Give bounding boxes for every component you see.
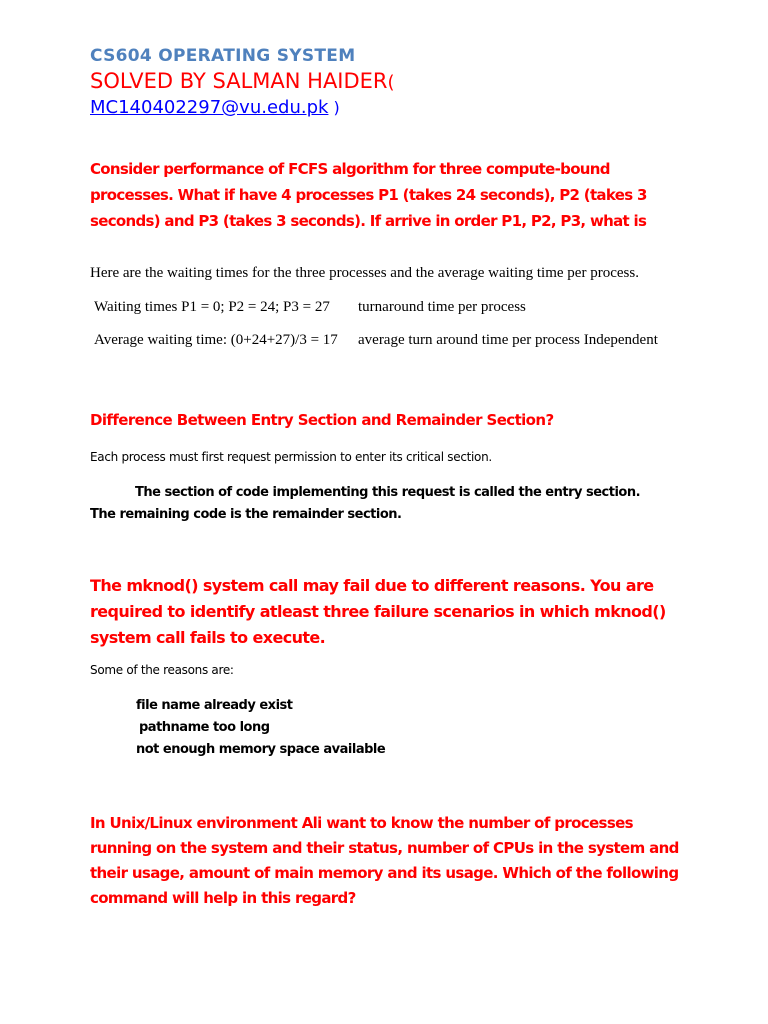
solved-by-line (90, 69, 690, 93)
paren-open: ( (387, 72, 395, 93)
waiting-times-text: Waiting times P1 = 0; P2 = 24; P3 = 27 (94, 299, 330, 315)
list-item: not enough memory space available (136, 742, 386, 757)
list-item: pathname too long (139, 720, 270, 735)
answer-intro: Here are the waiting times for the three processes and the average waiting time per process. (90, 265, 639, 281)
solved-by-text: SOLVED BY SALMAN HAIDER (90, 69, 388, 93)
email-line (90, 97, 690, 118)
average-turnaround-text: average turn around time per process Independent (358, 332, 658, 348)
answer-row-average (94, 332, 658, 349)
answer-bold-paragraph (90, 482, 650, 526)
question-entry-remainder: Difference Between Entry Section and Remainder Section? (90, 411, 554, 429)
course-title: CS604 OPERATING SYSTEM (90, 46, 356, 66)
answer-bold-text: The section of code implementing this request is called the entry section. The remaining code is the remainder section. (90, 485, 641, 522)
question-fcfs: Consider performance of FCFS algorithm for three compute-bound processes. What if have 4 processes P1 (takes 24 seconds), P2 (takes 3 seconds) and P3 (takes 3 seconds). If arrive in order P1, P2, P3, what is (90, 160, 647, 230)
answer-row-waiting-times (94, 299, 526, 316)
answer-note: Each process must first request permission to enter its critical section. (90, 450, 492, 464)
list-item: file name already exist (136, 698, 293, 713)
question-unix-command: In Unix/Linux environment Ali want to know the number of processes running on the system and their status, number of CPUs in the system and their usage, amount of main memory and its usage. Which of the following command will help in this regard? (90, 814, 679, 907)
reason-list (136, 695, 385, 761)
turnaround-text: turnaround time per process (358, 299, 526, 315)
paren-close: ) (328, 98, 340, 117)
question-mknod: The mknod() system call may fail due to different reasons. You are required to identify atleast three failure scenarios in which mknod() system call fails to execute. (90, 576, 666, 647)
average-waiting-text: Average waiting time: (0+24+27)/3 = 17 (94, 332, 338, 348)
reasons-intro: Some of the reasons are: (90, 663, 234, 677)
email-link[interactable]: MC140402297@vu.edu.pk (90, 97, 329, 118)
